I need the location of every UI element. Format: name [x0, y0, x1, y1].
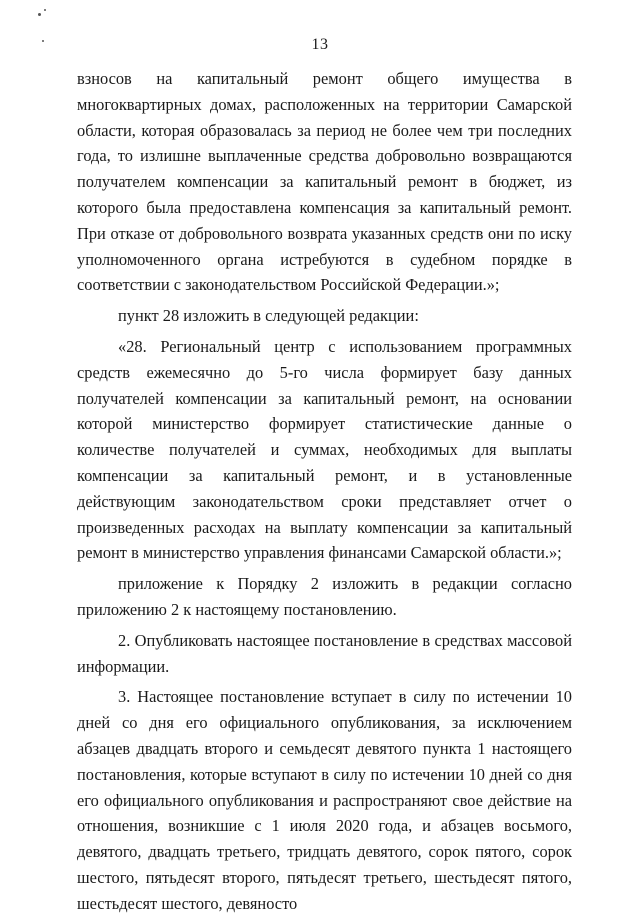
paragraph-appendix: приложение к Порядку 2 изложить в редакции согласно приложению 2 к настоящему постановлению. [77, 574, 572, 619]
paragraph-point-3: 3. Настоящее постановление вступает в силу по истечении 10 дней со дня его официального опубликования, за исключением абзацев двадцать второго и семьдесят девятого пункта 1 настоящего постановления, которые вступают в силу по истечении 10 дней со дня его официального опубликования и распространяют свое действие на отношения, возникшие с 1 июля 2020 года, и абзацев восьмого, девятого, двадцать третьего, тридцать девятого, сорок пятого, сорок шестого, пятьдесят второго, пятьдесят третьего, шестьдесят пятого, шестьдесят шестого, девяносто [77, 687, 572, 913]
document-body [77, 66, 572, 917]
scan-speck [44, 9, 46, 11]
page-number: 13 [311, 36, 329, 53]
scan-speck [38, 13, 41, 16]
paragraph-point-2: 2. Опубликовать настоящее постановление в средствах массовой информации. [77, 630, 572, 676]
paragraph-item-28: «28. Региональный центр с использованием программных средств ежемесячно до 5-го числа формирует базу данных получателей компенсации за капитальный ремонт, на основании которой министерство формирует статистические данные о количестве получателей и суммах, необходимых для выплаты компенсации за капитальный ремонт, и в установленные действующим законодательством сроки представляет отчет о произведенных расходах на выплату компенсации за капитальный ремонт в министерство управления финансами Самарской области.»; [77, 336, 572, 563]
paragraph-item-28-intro: пункт 28 изложить в следующей редакции: [118, 306, 419, 326]
scan-speck [42, 40, 44, 42]
paragraph-continuation: взносов на капитальный ремонт общего имущества в многоквартирных домах, расположенных на территории Самарской области, которая образовалась за период не более чем три последних года, то излишне выплаченные средства добровольно возвращаются получателем компенсации за капитальный ремонт в бюджет, из которого была предоставлена компенсация за капитальный ремонт. При отказе от добровольного возврата указанных средств они по иску уполномоченного органа истребуются в судебном порядке в соответствии с законодательством Российской Федерации.»; [77, 69, 572, 295]
